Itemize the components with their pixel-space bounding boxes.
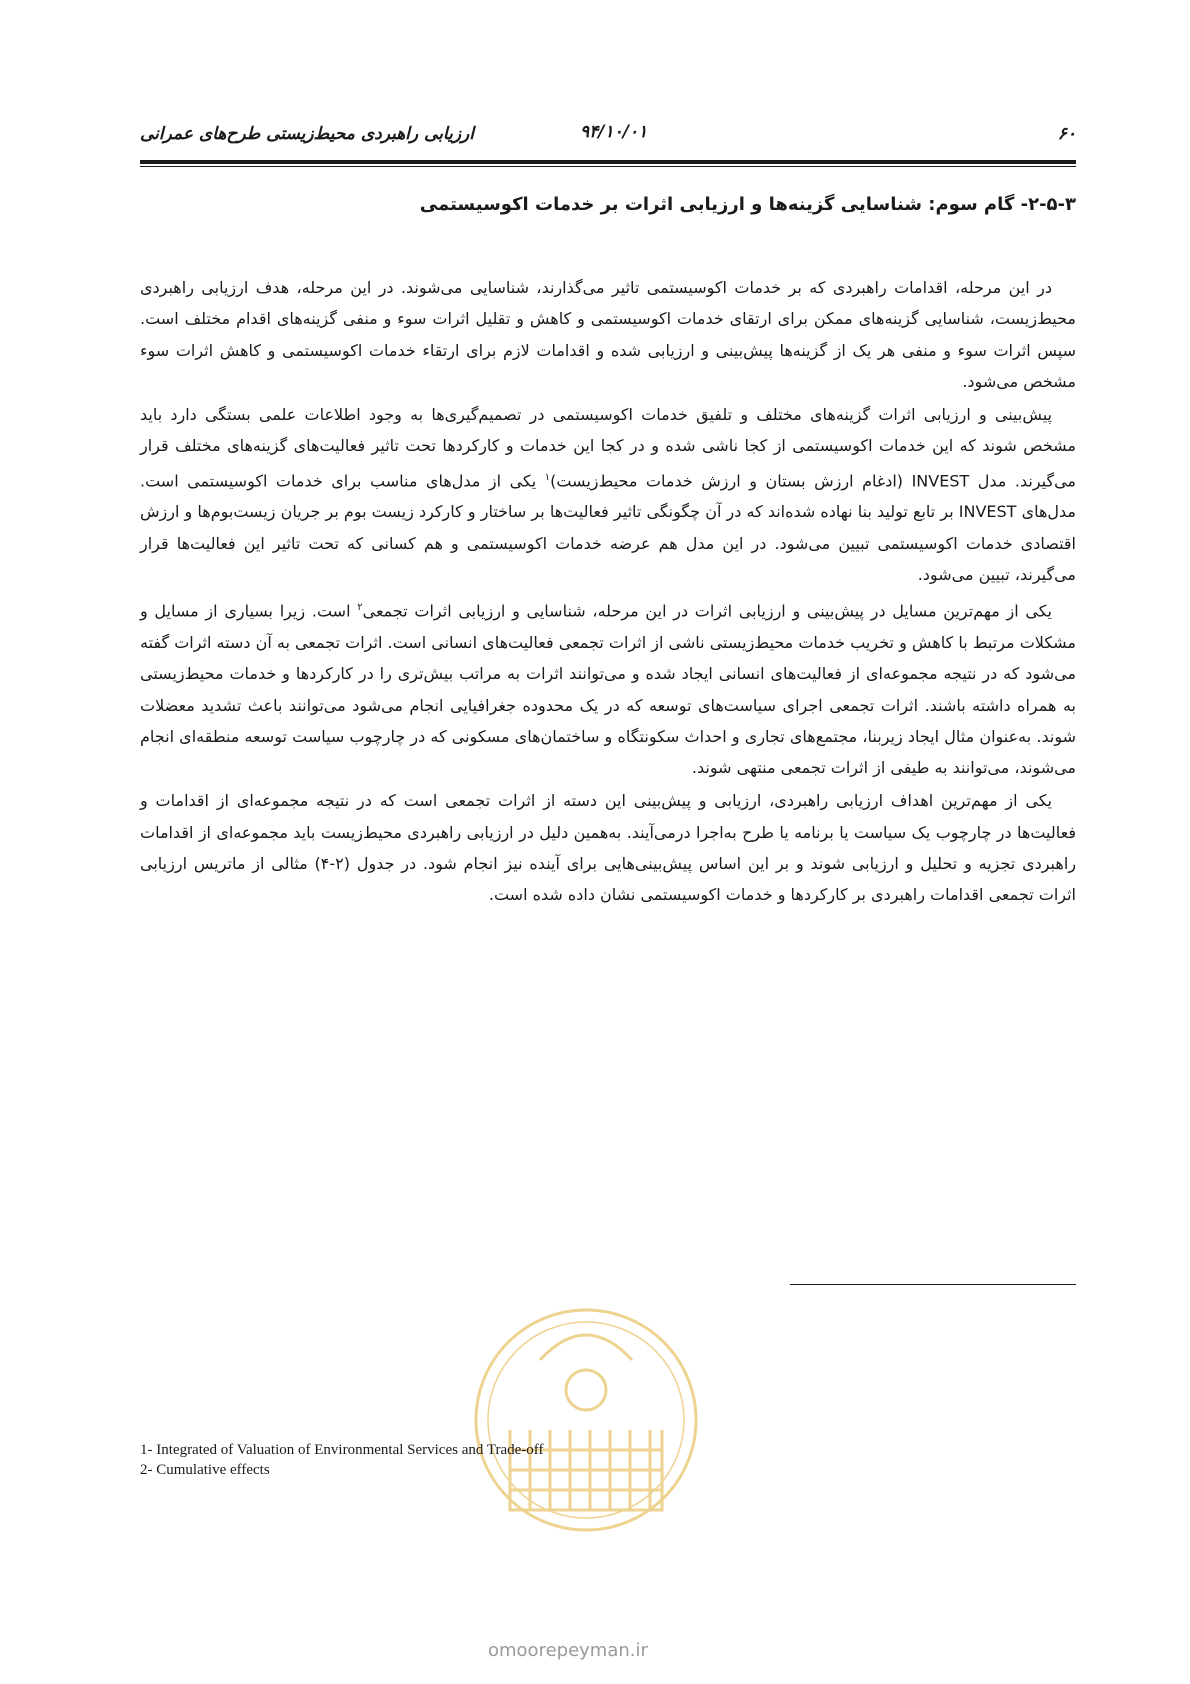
watermark-site: omoorepeyman.ir (488, 1640, 648, 1661)
paragraph (140, 399, 1076, 590)
section-heading: ۲-۵-۳- گام سوم: شناسایی گزینه‌ها و ارزیابی اثرات بر خدمات اکوسیستمی (419, 194, 1076, 215)
paragraph (140, 592, 1076, 783)
paragraph-text: یکی از مدل‌های مناسب برای خدمات اکوسیستمی است. مدل‌های INVEST بر تابع تولید بنا نهاده شده‌اند که در آن چگونگی تاثیر فعالیت‌ها بر ساختار و کارکرد زیست بوم بر جریان زیست‌بوم‌ها و ارزش اقتصادی خدمات اکوسیستمی تبیین می‌شود. در این مدل هم عرضه خدمات اکوسیستمی و هم کسانی که تحت تاثیر این فعالیت‌ها قرار می‌گیرند، تبیین می‌شود. (140, 471, 1077, 584)
paragraph: یکی از مهم‌ترین اهداف ارزیابی راهبردی، ارزیابی و پیش‌بینی این دسته از اثرات تجمعی است که در نتیجه مجموعه‌ای از اقدامات و فعالیت‌ها در چارچوب یک سیاست یا برنامه یا طرح به‌اجرا درمی‌آیند. به‌همین دلیل در ارزیابی راهبردی محیط‌زیست باید مجموعه‌ای از اقدامات راهبردی تجزیه و تحلیل و ارزیابی شوند و بر این اساس پیش‌بینی‌هایی برای آینده نیز انجام شود. در جدول (۲-۴) مثالی از ماتریس ارزیابی اثرات تجمعی اقدامات راهبردی بر کارکردها و خدمات اکوسیستمی نشان داده شده است. (140, 791, 1076, 905)
footnote-ref: ۱ (544, 471, 551, 483)
paragraph-text: یکی از مهم‌ترین مسایل در پیش‌بینی و ارزیابی اثرات در این مرحله، شناسایی و ارزیابی اثرات تجمعی (362, 601, 1053, 621)
header-rule-thick (140, 160, 1076, 164)
footnote-1: 1- Integrated of Valuation of Environmental Services and Trade-off (140, 1442, 544, 1458)
header-date: ۹۴/۱۰/۰۱ (580, 122, 648, 142)
body-text (140, 272, 1076, 913)
footnotes (140, 1440, 840, 1480)
paragraph-text: است. زیرا بسیاری از مسایل و مشکلات مرتبط با کاهش و تخریب خدمات محیط‌زیستی ناشی از اثرات تجمعی فعالیت‌های انسانی است. اثرات تجمعی به آن دسته اثرات گفته می‌شود که در نتیجه مجموعه‌ای از فعالیت‌های انسانی ایجاد شده و می‌توانند اثرات به مراتب بیش‌تری را در کارکردها و خدمات محیط‌زیستی به همراه داشته باشند. اثرات تجمعی اجرای سیاست‌های توسعه که در یک محدوده جغرافیایی انجام می‌شود می‌توانند باعث تشدید معضلات شوند. به‌عنوان مثال ایجاد زیربنا، مجتمع‌های تجاری و احداث سکونتگاه و ساختمان‌های مسکونی که در چارچوب سیاست توسعه منطقه‌ای انجام می‌شوند، می‌توانند به طیفی از اثرات تجمعی منتهی شوند. (140, 601, 1076, 778)
paragraph: در این مرحله، اقدامات راهبردی که بر خدمات اکوسیستمی تاثیر می‌گذارند، شناسایی می‌شوند. در این مرحله، هدف ارزیابی راهبردی محیط‌زیست، شناسایی گزینه‌های ممکن برای ارتقای خدمات اکوسیستمی و کاهش و تقلیل اثرات سوء و منفی گزینه‌های اقدام مختلف است. سپس اثرات سوء و منفی هر یک از گزینه‌ها پیش‌بینی و ارزیابی شده و اقدامات لازم برای ارتقاء خدمات اکوسیستمی و کاهش اثرات سوء مشخص می‌شود. (140, 278, 1076, 391)
page-header (140, 118, 1076, 150)
footnote-ref: ۲ (357, 602, 363, 614)
running-title: ارزیابی راهبردی محیط‌زیستی طرح‌های عمرانی (140, 124, 474, 144)
footnote-separator (790, 1284, 1076, 1285)
footnote-2: 2- Cumulative effects (140, 1462, 270, 1478)
header-rule-thin (140, 166, 1076, 167)
page-number: ۶۰ (1057, 124, 1076, 144)
paragraph-text: پیش‌بینی و ارزیابی اثرات گزینه‌های مختلف و تلفیق خدمات اکوسیستمی در تصمیم‌گیری‌ها به وجود اطلاعات علمی بستگی دارد باید مشخص شوند که این خدمات اکوسیستمی از کجا ناشی شده و در کجا این خدمات و کارکردها تحت تاثیر فعالیت‌های گزینه‌های مختلف قرار می‌گیرند. مدل INVEST (ادغام ارزش بستان و ارزش خدمات محیط‌زیست) (140, 405, 1076, 491)
